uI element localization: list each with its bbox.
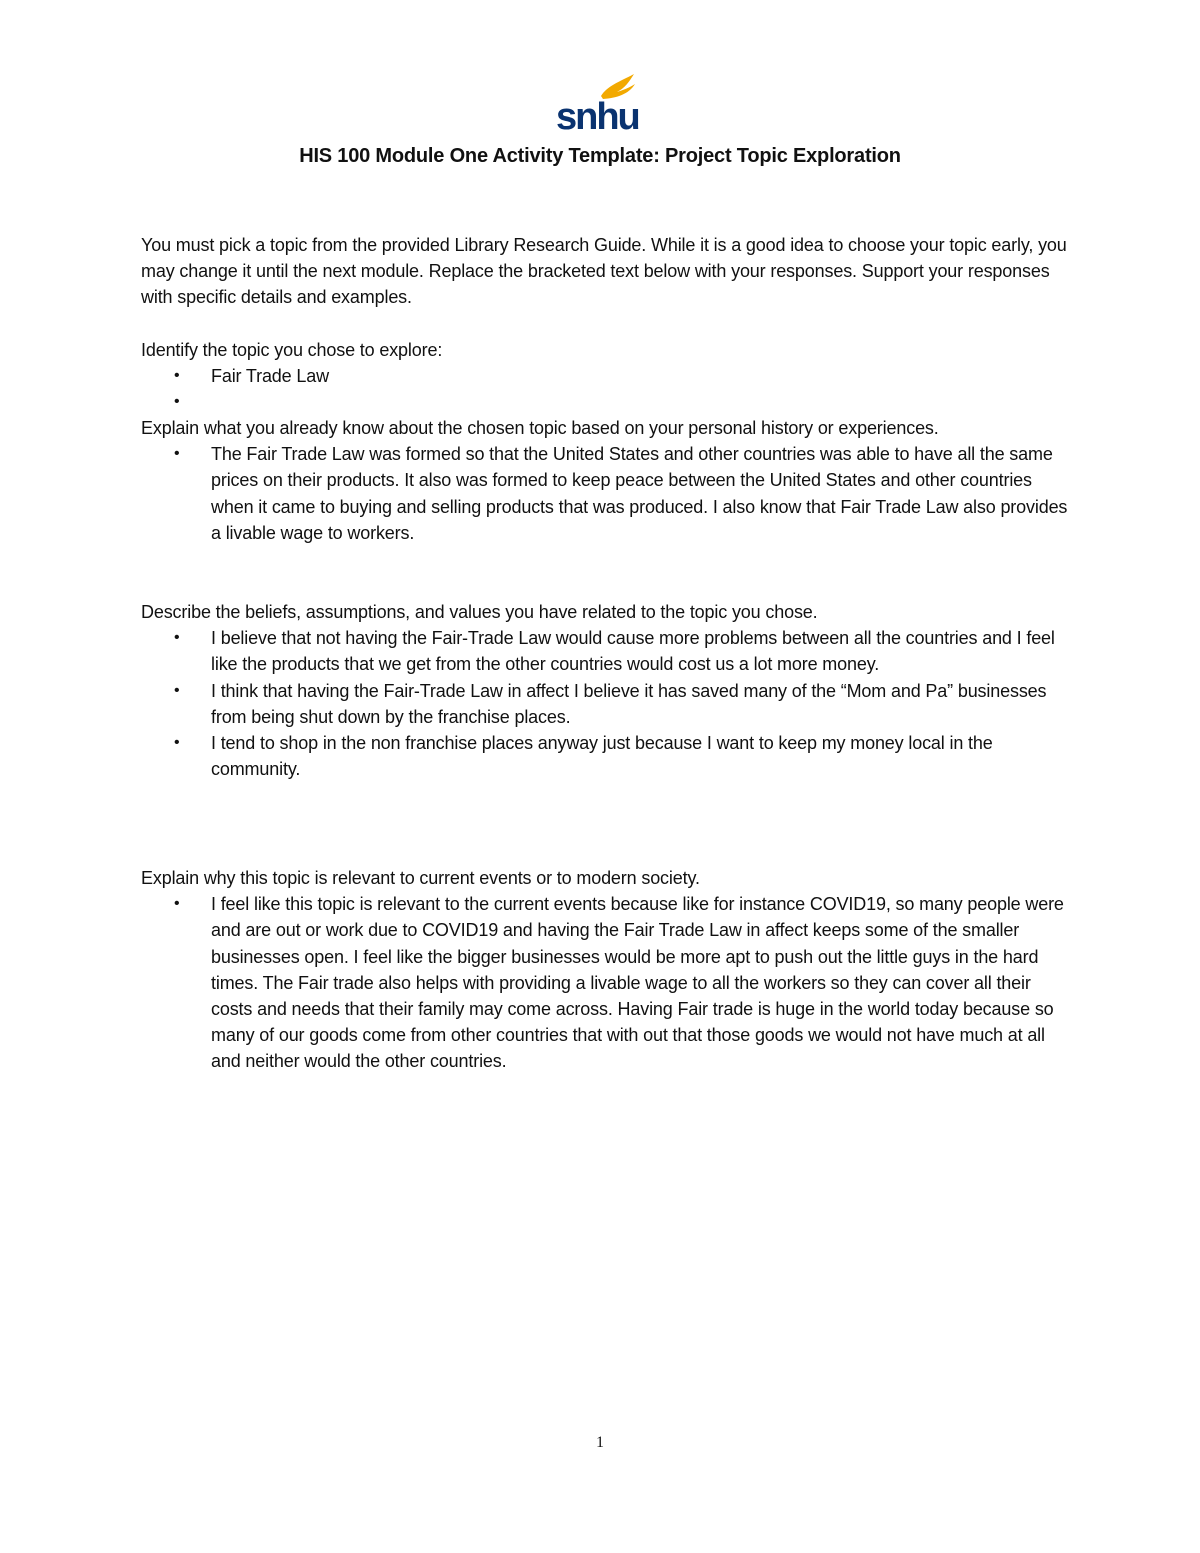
snhu-logo xyxy=(555,72,639,134)
bullet-list xyxy=(141,441,1071,546)
section-topic xyxy=(141,337,1071,416)
section-beliefs xyxy=(141,599,1071,782)
bullet-icon: • xyxy=(174,734,180,752)
bullet-icon: • xyxy=(174,681,180,699)
list-item: • The Fair Trade Law was formed so that the United States and other countries was able to have all the same prices on their products. It also was formed to keep peace between the United States and other countries when it came to buying and selling products that was produced. I also know that Fair Trade Law also provides a livable wage to workers. xyxy=(141,441,1071,546)
list-item: • I tend to shop in the non franchise places anyway just because I want to keep my money local in the community. xyxy=(141,730,1071,782)
list-item: • I feel like this topic is relevant to the current events because like for instance COVID19, so many people were and are out or work due to COVID19 and having the Fair Trade Law in affect keeps some of the smaller businesses open. I feel like the bigger businesses would be more apt to push out the little guys in the hard times. The Fair trade also helps with providing a livable wage to all the workers so they can cover all their costs and needs that their family may come across. Having Fair trade is huge in the world today because so many of our goods come from other countries that with out that those goods we would not have much at all and neither would the other countries. xyxy=(141,891,1071,1074)
bullet-icon: • xyxy=(174,445,180,463)
bullet-list xyxy=(141,625,1071,782)
list-item: • Fair Trade Law xyxy=(141,363,1071,389)
bullet-icon: • xyxy=(174,629,180,647)
list-item xyxy=(141,389,1071,415)
bullet-icon: • xyxy=(174,367,180,385)
bullet-icon: • xyxy=(174,895,180,913)
bullet-icon: • xyxy=(174,393,180,411)
section-heading: Identify the topic you chose to explore: xyxy=(141,340,443,360)
section-heading: Explain what you already know about the chosen topic based on your personal history or experiences. xyxy=(141,418,939,438)
bullet-list xyxy=(141,891,1071,1074)
section-relevance xyxy=(141,865,1071,1075)
section-knowledge xyxy=(141,415,1071,546)
intro-paragraph: You must pick a topic from the provided Library Research Guide. While it is a good idea to choose your topic early, you may change it until the next module. Replace the bracketed text below with your responses. Support your responses with specific details and examples. xyxy=(141,235,1067,308)
page-number: 1 xyxy=(596,1434,604,1451)
document-title: HIS 100 Module One Activity Template: Project Topic Exploration xyxy=(299,145,901,167)
svg-text:snhu: snhu xyxy=(556,96,639,134)
list-item: • I believe that not having the Fair-Trade Law would cause more problems between all the countries and I feel like the products that we get from the other countries would cost us a lot more money. xyxy=(141,625,1071,677)
bullet-list xyxy=(141,363,1071,415)
section-heading: Explain why this topic is relevant to current events or to modern society. xyxy=(141,868,700,888)
section-heading: Describe the beliefs, assumptions, and values you have related to the topic you chose. xyxy=(141,602,818,622)
list-item: • I think that having the Fair-Trade Law in affect I believe it has saved many of the “Mom and Pa” businesses from being shut down by the franchise places. xyxy=(141,678,1071,730)
